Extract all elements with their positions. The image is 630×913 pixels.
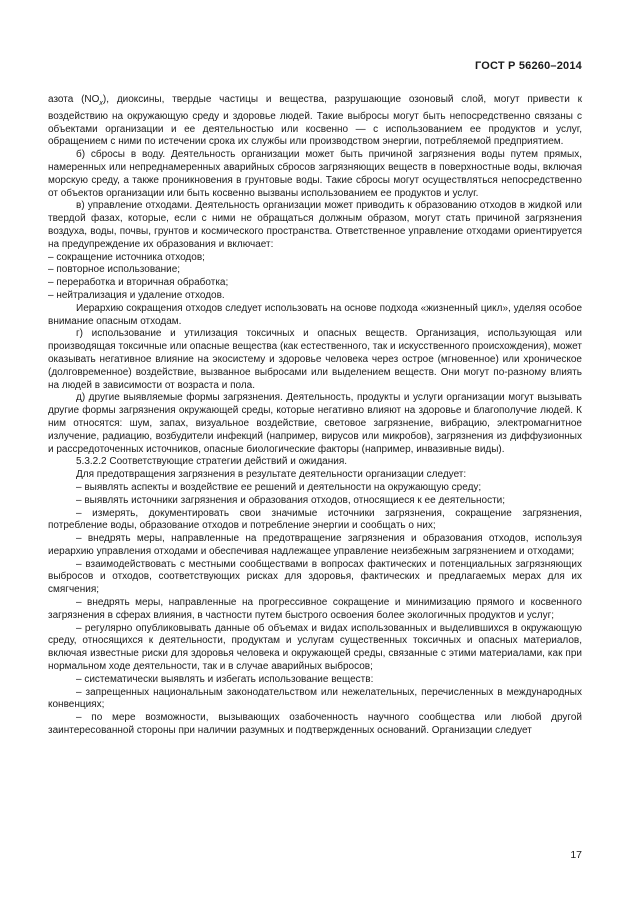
paragraph-list	[48, 149, 582, 738]
subscript-x: x	[99, 100, 103, 107]
paragraph: – внедрять меры, направленные на предотвращение загрязнения и образования отходов, используя иерархию управления отходами и обеспечивая надлежащее управление неизбежным загрязнением и отходами;	[48, 533, 582, 557]
document-code: ГОСТ Р 56260–2014	[474, 60, 582, 72]
text-fragment: азота (NO	[48, 94, 100, 105]
paragraph: г) использование и утилизация токсичных и опасных веществ. Организация, использующая или производящая токсичные или опасные вещества (как естественного, так и искусственного происхождения), может оказывать негативное влияние на экосистему и здоровье человека через острое (мгновенное) или хроническое (долговременное) воздействие, вызванное выбросами или выделением веществ. Они могут по-разному влиять на людей в зависимости от возраста и пола.	[48, 328, 582, 391]
paragraph-continuation	[48, 94, 582, 149]
paragraph: – взаимодействовать с местными сообществами в вопросах фактических и потенциальных загрязняющих выбросов и отходов, соответствующих рисках для здоровья, фактических и предлагаемых мерах для их смягчения;	[48, 558, 582, 596]
list-item: – нейтрализация и удаление отходов.	[48, 289, 225, 301]
list-item: – переработка и вторичная обработка;	[48, 277, 229, 289]
paragraph: – внедрять меры, направленные на прогрессивное сокращение и минимизацию прямого и косвенного загрязнения в сферах влияния, в частности путем быстрого освоения более экологичных продуктов и услуг;	[48, 597, 582, 621]
paragraph: в) управление отходами. Деятельность организации может приводить к образованию отходов в жидкой или твердой фазах, которые, если с ними не обращаться должным образом, могут стать причиной загрязнения воздуха, воды, почвы, грунтов и космического пространства. Ответственное управление отходами ориентируется на предупреждение их образования и включает:	[48, 200, 582, 250]
paragraph: 5.3.2.2 Соответствующие стратегии действий и ожидания.	[76, 456, 348, 468]
paragraph: – выявлять источники загрязнения и образования отходов, относящиеся к ее деятельности;	[76, 494, 506, 506]
paragraph: – по мере возможности, вызывающих озабоченность научного сообщества или любой другой заинтересованной стороны при наличии разумных и подтвержденных оснований. Организации следует	[48, 712, 582, 737]
paragraph: – запрещенных национальным законодательством или нежелательных, перечисленных в международных конвенциях;	[48, 686, 582, 711]
list-item: – сокращение источника отходов;	[48, 251, 205, 263]
list-item: – повторное использование;	[48, 264, 181, 276]
paragraph: – измерять, документировать свои значимые источники загрязнения, сокращение загрязнения, потребление воды, образование отходов и потребление энергии и сообщать о них;	[48, 507, 582, 532]
paragraph: б) сбросы в воду. Деятельность организации может быть причиной загрязнения воды путем прямых, намеренных или непреднамеренных аварийных сбросов загрязняющих веществ в поверхностные воды, включая морскую среду, а также проникновения в грунтовые воды. Такие сбросы могут осуществляться непосредственно от объектов организации или быть косвенно вызваны использованием ее продуктов и услуг.	[48, 149, 582, 199]
paragraph: Иерархию сокращения отходов следует использовать на основе подхода «жизненный цикл», уделяя особое внимание опасным отходам.	[48, 302, 582, 327]
paragraph: – выявлять аспекты и воздействие ее решений и деятельности на окружающую среду;	[76, 481, 482, 493]
document-body	[48, 94, 582, 738]
paragraph: Для предотвращения загрязнения в результате деятельности организации следует:	[76, 469, 467, 481]
page-number: 17	[570, 849, 582, 861]
paragraph: – регулярно опубликовывать данные об объемах и видах использованных и выделившихся в окружающую среду, относящихся к деятельности, продуктам и услугам существенных токсичных и опасных материалов, включая известные риски для здоровья человека и окружающей среды, связанные с этими материалами, как при нормальном ходе деятельности, так и в случае аварийных выбросов;	[48, 622, 582, 673]
paragraph: д) другие выявляемые формы загрязнения. Деятельность, продукты и услуги организации могут вызывать другие формы загрязнения окружающей среды, которые негативно влияют на здоровье и благополучие людей. К ним относятся: шум, запах, визуальное воздействие, световое загрязнение, вибрацию, электромагнитное излучение, радиацию, возбудители инфекций (например, вирусов или микробов), загрязнения из диффузионных и рассредоточенных источников, опасные биологические факторы (например, инвазивные виды).	[48, 392, 582, 455]
paragraph: – систематически выявлять и избегать использование веществ:	[76, 673, 374, 685]
text-fragment: ), диоксины, твердые частицы и вещества, разрушающие озоновый слой, могут привести к воздействию на окружающую среду и здоровье людей. Такие выбросы могут быть непосредственно связаны с объектами организации и ее деятельностью или косвенно — с использованием ее продуктов и услуг, обращением с ними по истечении срока их службы или производством энергии, потребляемой предприятием.	[48, 94, 583, 148]
